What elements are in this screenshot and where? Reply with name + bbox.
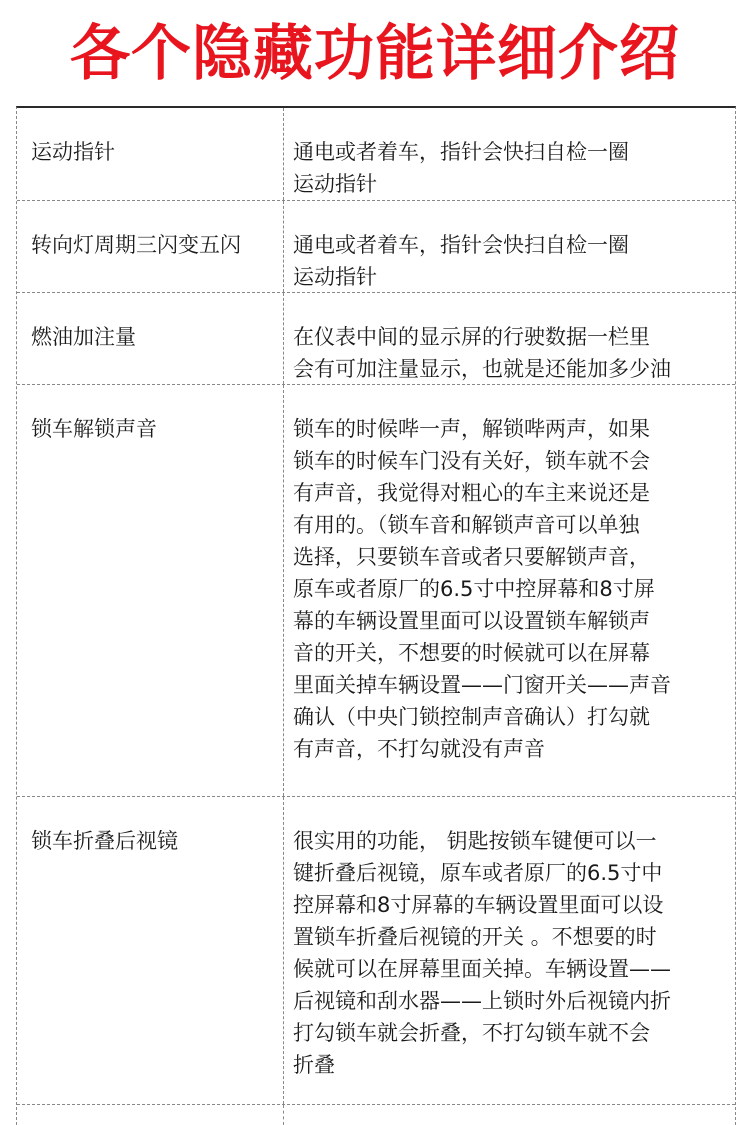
table-row <box>17 797 735 1105</box>
description-line: 里面关掉车辆设置——门窗开关——声音 <box>293 673 671 697</box>
table-row <box>17 293 735 385</box>
feature-name: 锁车解锁声音 <box>17 385 284 796</box>
feature-description <box>284 201 734 292</box>
description-line: 置锁车折叠后视镜的开关 。不想要的时 <box>293 925 657 949</box>
description-line: 幕的车辆设置里面可以设置锁车解锁声 <box>293 609 650 633</box>
table-row <box>17 201 735 293</box>
description-line: 有用的。（锁车音和解锁声音可以单独 <box>293 513 640 537</box>
feature-description-empty <box>284 1105 734 1125</box>
table-row-partial <box>17 1105 735 1125</box>
feature-description <box>284 108 734 200</box>
feature-description <box>284 797 734 1104</box>
description-line: 锁车的时候车门没有关好，锁车就不会 <box>293 449 650 473</box>
description-line: 有声音，我觉得对粗心的车主来说还是 <box>293 481 650 505</box>
page-title: 各个隐藏功能详细介绍 <box>70 19 680 89</box>
description-line: 有声音，不打勾就没有声音 <box>293 737 545 761</box>
description-line: 音的开关，不想要的时候就可以在屏幕 <box>293 641 650 665</box>
feature-name: 燃油加注量 <box>17 293 284 384</box>
table-row <box>17 385 735 797</box>
description-line: 锁车的时候哔一声，解锁哔两声，如果 <box>293 417 650 441</box>
feature-name: 转向灯周期三闪变五闪 <box>17 201 284 292</box>
description-line: 运动指针 <box>293 265 377 289</box>
feature-table <box>16 106 736 1125</box>
description-line: 通电或者着车，指针会快扫自检一圈 <box>293 233 629 257</box>
description-line: 很实用的功能， 钥匙按锁车键便可以一 <box>293 829 657 853</box>
feature-description <box>284 293 734 384</box>
description-line: 键折叠后视镜，原车或者原厂的6.5寸中 <box>293 861 663 885</box>
description-line: 控屏幕和8寸屏幕的车辆设置里面可以设 <box>293 893 664 917</box>
description-line: 运动指针 <box>293 172 377 196</box>
description-line: 会有可加注量显示，也就是还能加多少油 <box>293 357 671 381</box>
description-line: 确认（中央门锁控制声音确认）打勾就 <box>293 705 650 729</box>
description-line: 在仪表中间的显示屏的行驶数据一栏里 <box>293 325 650 349</box>
table-row <box>17 108 735 201</box>
feature-name: 锁车折叠后视镜 <box>17 797 284 1104</box>
description-line: 选择，只要锁车音或者只要解锁声音， <box>293 545 650 569</box>
description-line: 折叠 <box>293 1053 335 1077</box>
description-line: 通电或者着车，指针会快扫自检一圈 <box>293 140 629 164</box>
feature-name: 运动指针 <box>17 108 284 200</box>
description-line: 打勾锁车就会折叠，不打勾锁车就不会 <box>293 1021 650 1045</box>
feature-description <box>284 385 734 796</box>
description-line: 原车或者原厂的6.5寸中控屏幕和8寸屏 <box>293 577 655 601</box>
feature-name-empty <box>17 1105 284 1125</box>
description-line: 后视镜和刮水器——上锁时外后视镜内折 <box>293 989 671 1013</box>
description-line: 候就可以在屏幕里面关掉。车辆设置—— <box>293 957 671 981</box>
